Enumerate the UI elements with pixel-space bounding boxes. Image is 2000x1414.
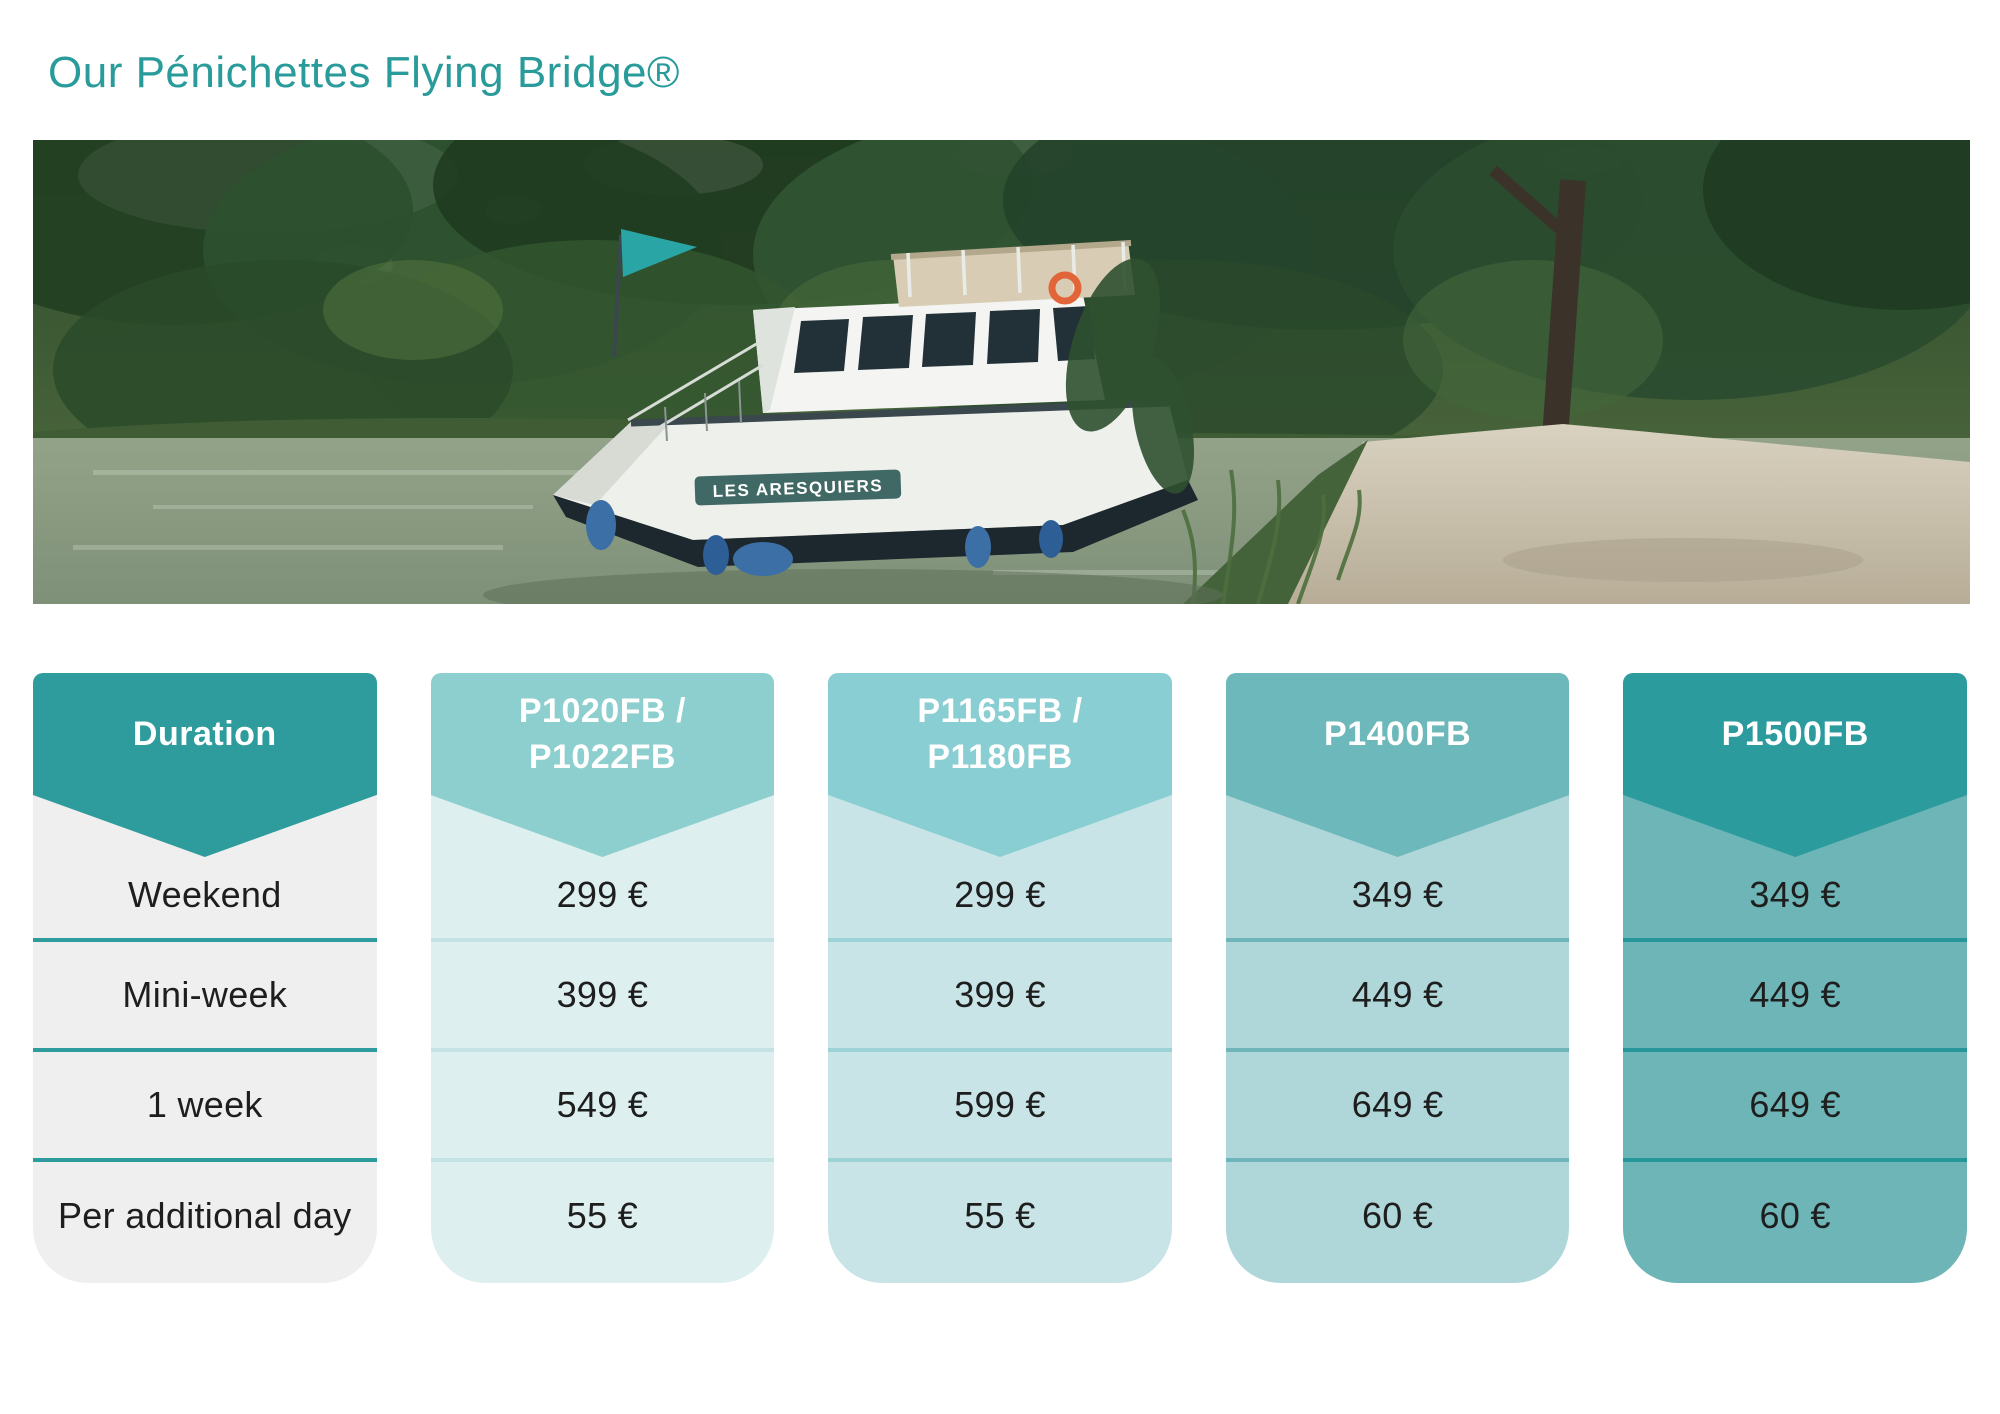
price-cell: 599 € <box>828 1048 1172 1158</box>
price-cell: 299 € <box>954 873 1046 915</box>
duration-cell: Mini-week <box>33 938 377 1048</box>
price-cell: 60 € <box>1226 1158 1570 1283</box>
column-header-line: P1165FB / <box>917 692 1083 730</box>
column-header-p1400fb <box>1226 673 1570 795</box>
price-cell: 649 € <box>1226 1048 1570 1158</box>
price-cell: 549 € <box>431 1048 775 1158</box>
column-header-line: Duration <box>132 715 277 753</box>
path-shadow <box>1503 538 1863 582</box>
column-body <box>1226 795 1570 1283</box>
column-header-p1500fb <box>1623 673 1967 795</box>
pricing-column-p1020fb-p1022fb <box>431 673 775 1283</box>
column-header-line: P1180FB <box>927 738 1073 776</box>
column-body <box>1623 795 1967 1283</box>
price-cell: 399 € <box>431 938 775 1048</box>
duration-cell: Per additional day <box>33 1158 377 1283</box>
price-cell: 349 € <box>1351 873 1444 915</box>
column-header-line: P1020FB / <box>518 692 686 730</box>
pricing-column-duration <box>33 673 377 1283</box>
pricing-column-p1165fb-p1180fb <box>828 673 1172 1283</box>
price-cell: 449 € <box>1226 938 1570 1048</box>
column-body <box>431 795 775 1283</box>
price-cell: 349 € <box>1749 873 1841 915</box>
boat-photo <box>33 140 1970 604</box>
pricing-column-p1400fb <box>1226 673 1570 1283</box>
duration-cell: 1 week <box>33 1048 377 1158</box>
page-title: Our Pénichettes Flying Bridge® <box>48 48 680 97</box>
column-header-duration <box>33 673 377 795</box>
column-header-line: P1500FB <box>1721 715 1869 753</box>
pricing-table <box>33 673 1967 1283</box>
price-cell: 399 € <box>828 938 1172 1048</box>
canal-boat-scene <box>33 140 1970 604</box>
pricing-column-p1500fb <box>1623 673 1967 1283</box>
price-cell: 449 € <box>1623 938 1967 1048</box>
price-cell: 55 € <box>828 1158 1172 1283</box>
boat-name-label: LES ARESQUIERS <box>712 476 884 501</box>
column-body <box>828 795 1172 1283</box>
price-cell: 60 € <box>1623 1158 1967 1283</box>
column-header-line: P1022FB <box>528 738 676 776</box>
duration-cell: Weekend <box>128 873 282 915</box>
column-body <box>33 795 377 1283</box>
column-header-line: P1400FB <box>1324 715 1472 753</box>
price-cell: 299 € <box>556 873 649 915</box>
price-cell: 55 € <box>431 1158 775 1283</box>
column-header-p1020fb-p1022fb <box>431 673 775 795</box>
price-cell: 649 € <box>1623 1048 1967 1158</box>
column-header-p1165fb-p1180fb <box>828 673 1172 795</box>
